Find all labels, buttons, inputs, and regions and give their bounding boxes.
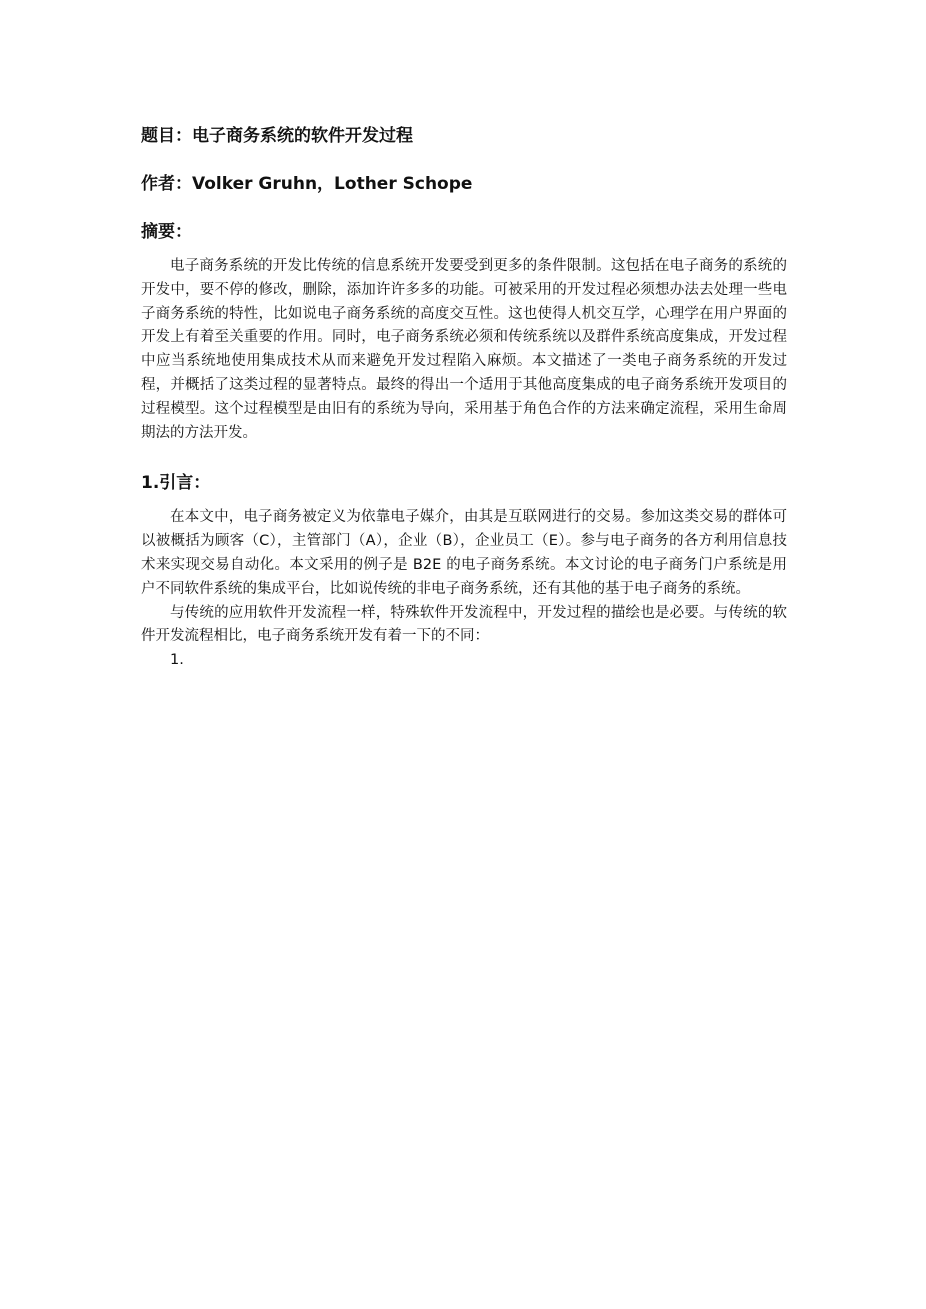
paper-authors: 作者：Volker Gruhn，Lother Schope xyxy=(141,174,473,194)
introduction-paragraph-2: 与传统的应用软件开发流程一样，特殊软件开发流程中，开发过程的描绘也是必要。与传统的软件开发流程相比，电子商务系统开发有着一下的不同： xyxy=(141,604,787,645)
numbered-list-item-1: 1. xyxy=(170,652,184,669)
paper-title: 题目：电子商务系统的软件开发过程 xyxy=(141,126,413,146)
abstract-paragraph: 电子商务系统的开发比传统的信息系统开发要受到更多的条件限制。这包括在电子商务的系统的开发中，要不停的修改，删除，添加许许多多的功能。可被采用的开发过程必须想办法去处理一些电子商务系统的特性，比如说电子商务系统的高度交互性。这也使得人机交互学，心理学在用户界面的开发上有着至关重要的作用。同时，电子商务系统必须和传统系统以及群件系统高度集成，开发过程中应当系统地使用集成技术从而来避免开发过程陷入麻烦。本文描述了一类电子商务系统的开发过程，并概括了这类过程的显著特点。最终的得出一个适用于其他高度集成的电子商务系统开发项目的过程模型。这个过程模型是由旧有的系统为导向，采用基于角色合作的方法来确定流程，采用生命周期法的方法开发。 xyxy=(141,258,787,441)
document-body xyxy=(141,124,787,673)
abstract-heading: 摘要： xyxy=(141,222,192,242)
introduction-heading: 1.引言： xyxy=(141,473,211,494)
introduction-paragraph-1: 在本文中，电子商务被定义为依靠电子媒介，由其是互联网进行的交易。参加这类交易的群体可以被概括为顾客（C），主管部门（A），企业（B），企业员工（E）。参与电子商务的各方利用信息技术来实现交易自动化。本文采用的例子是 B2E 的电子商务系统。本文讨论的电子商务门户系统是用户不同软件系统的集成平台，比如说传统的非电子商务系统，还有其他的基于电子商务的系统。 xyxy=(141,509,787,597)
